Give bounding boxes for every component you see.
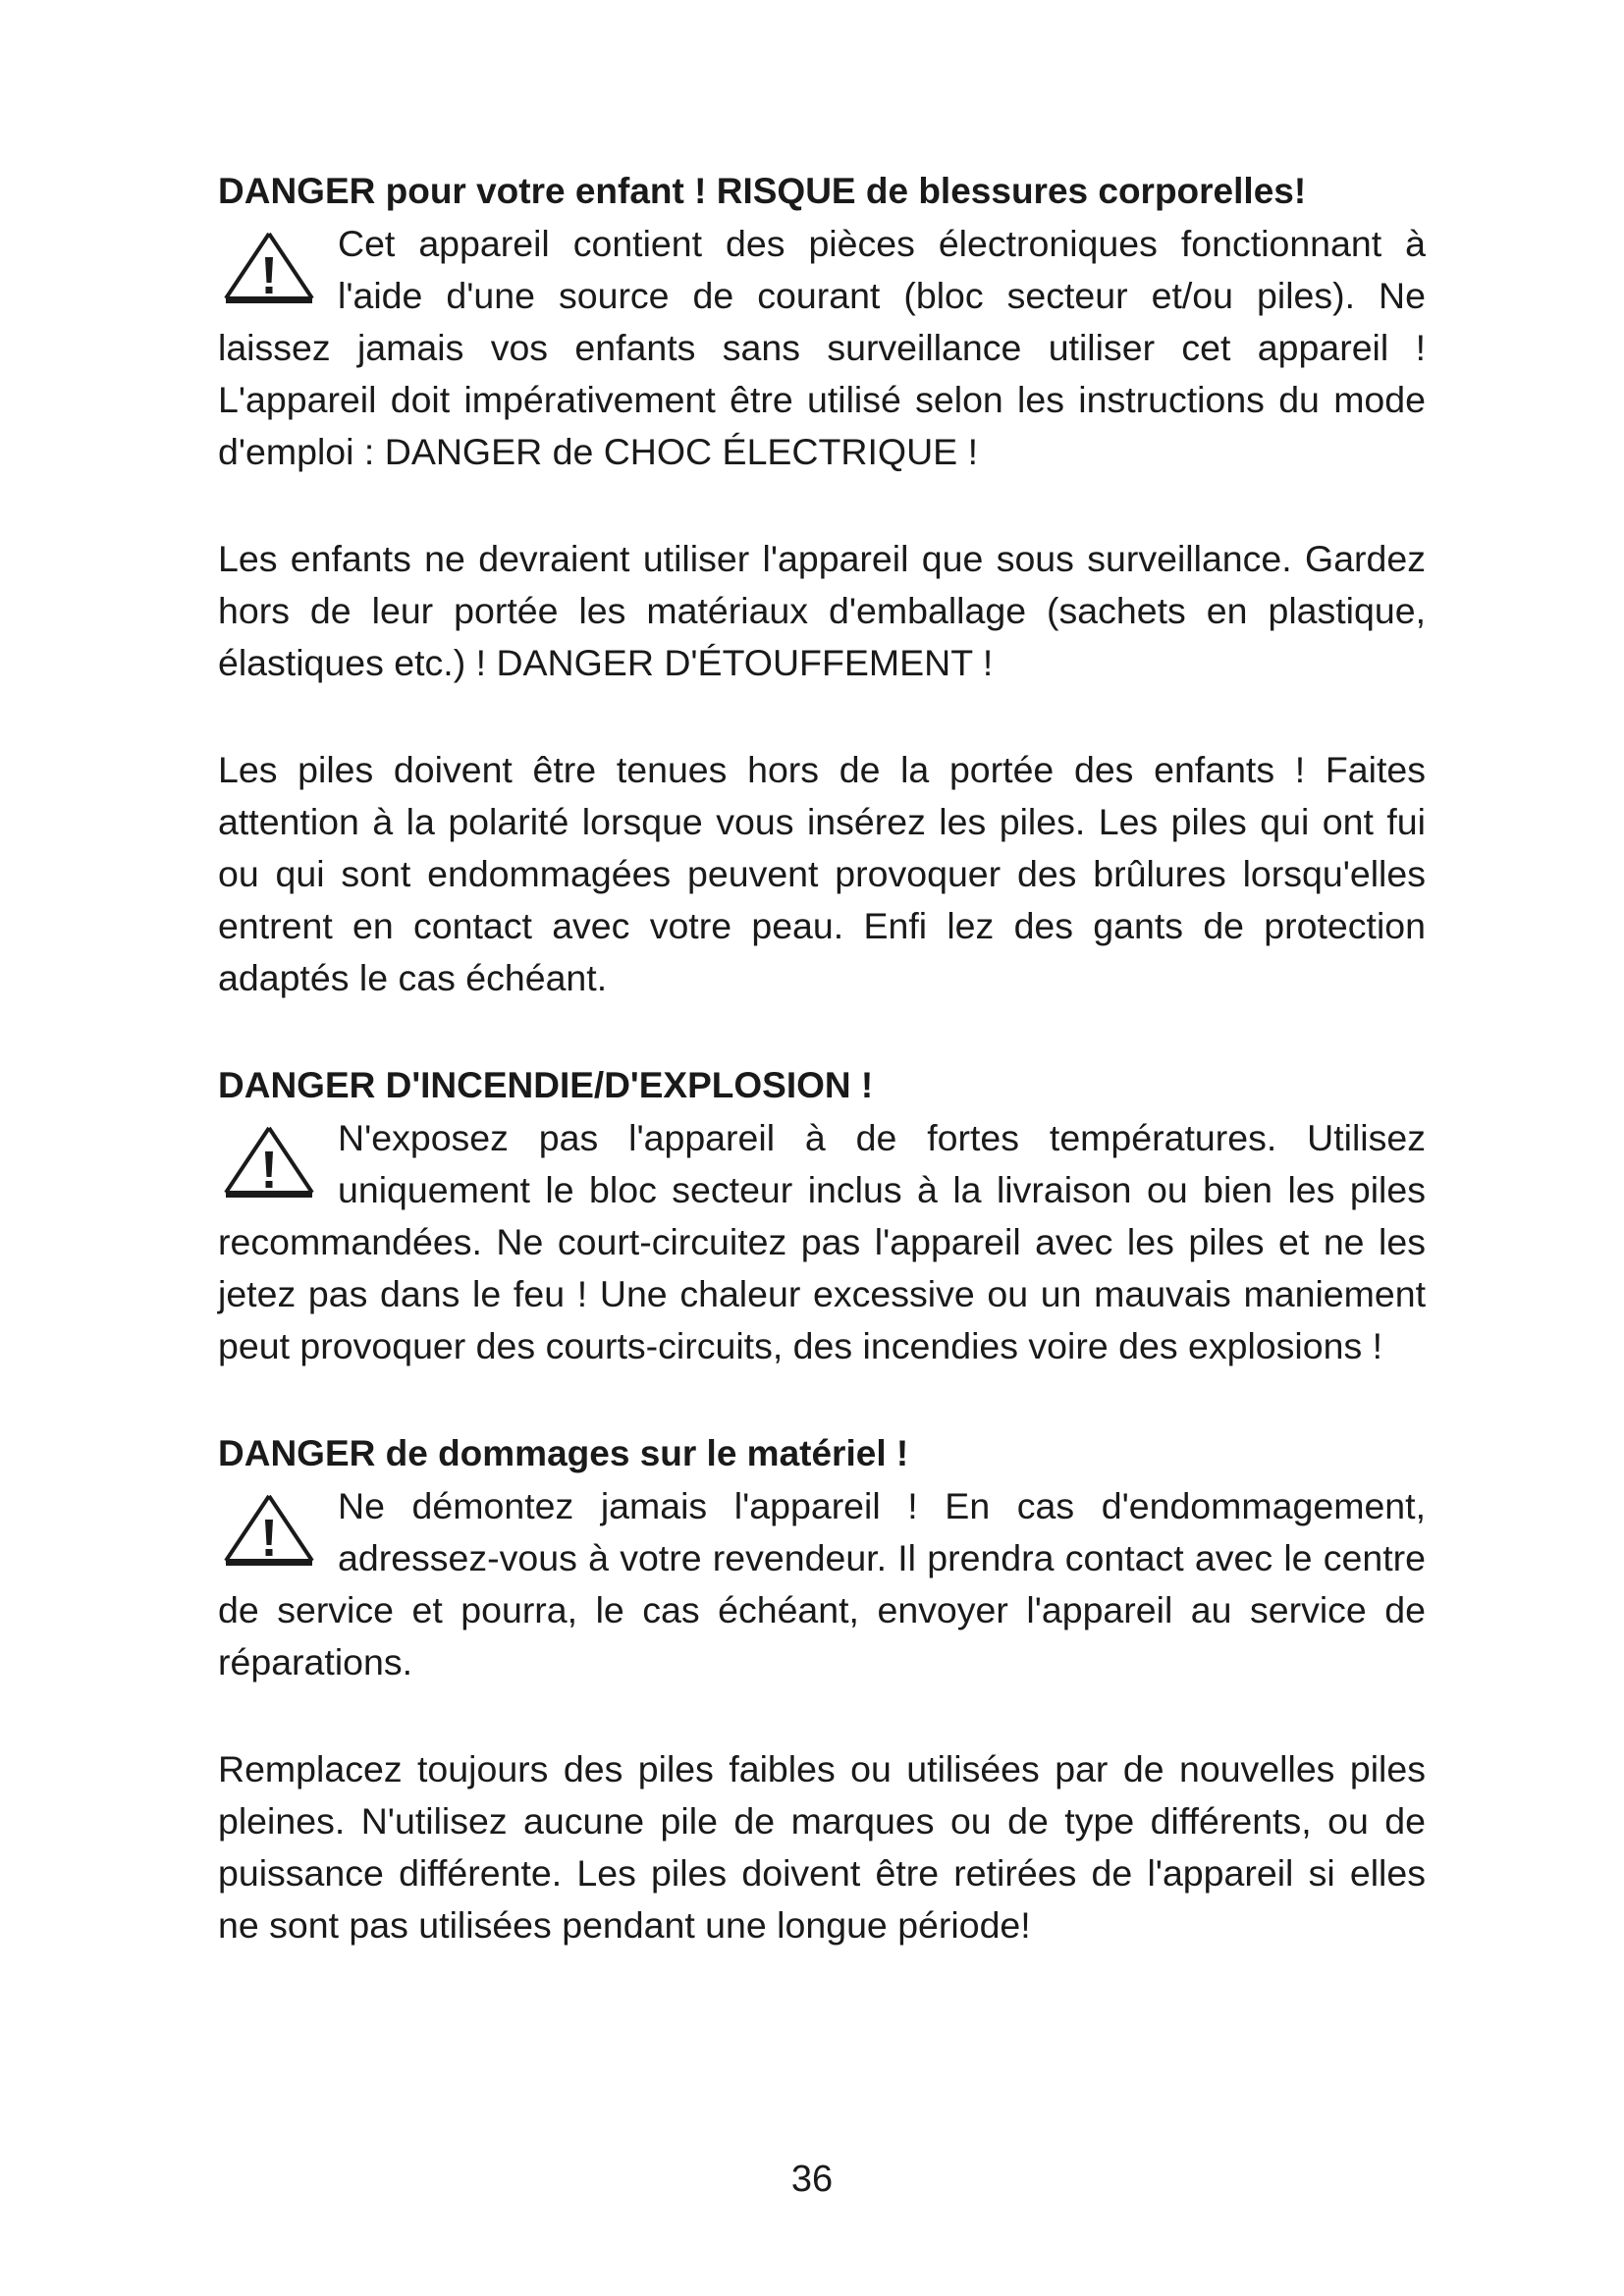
section-battery-replacement — [218, 1743, 1426, 1951]
section-child-danger — [218, 165, 1426, 478]
section-body: Cet appareil contient des pièces électroniques fonctionnant à l'aide d'une source de courant (bloc secteur et/ou piles). Ne laissez jamais vos enfants sans surveillance utiliser cet appareil ! L'appareil doit impérativement être utilisé selon les instructions du mode d'emploi : DANGER de CHOC ÉLECTRIQUE ! — [218, 223, 1426, 472]
manual-page-content — [218, 165, 1426, 1951]
section-material-damage — [218, 1427, 1426, 1688]
section-heading: DANGER de dommages sur le matériel ! — [218, 1433, 909, 1473]
section-body: Les enfants ne devraient utiliser l'appareil que sous surveillance. Gardez hors de leur portée les matériaux d'emballage (sachets en plastique, élastiques etc.) ! DANGER D'ÉTOUFFEMENT ! — [218, 538, 1426, 683]
section-body: Les piles doivent être tenues hors de la portée des enfants ! Faites attention à la polarité lorsque vous insérez les piles. Les piles qui ont fui ou qui sont endommagées peuvent provoquer des brûlures lorsqu'elles entrent en contact avec votre peau. Enfi lez des gants de protection adaptés le cas échéant. — [218, 749, 1426, 998]
section-fire-explosion — [218, 1059, 1426, 1372]
section-body: Ne démontez jamais l'appareil ! En cas d'endommagement, adressez-vous à votre revendeur. Il prendra contact avec le centre de service et pourra, le cas échéant, envoyer l'appareil au service de réparations. — [218, 1485, 1426, 1682]
section-children-supervision — [218, 533, 1426, 689]
warning-triangle-icon — [218, 1122, 320, 1204]
section-heading: DANGER D'INCENDIE/D'EXPLOSION ! — [218, 1065, 874, 1105]
section-body: N'exposez pas l'appareil à de fortes températures. Utilisez uniquement le bloc secteur inclus à la livraison ou bien les piles recommandées. Ne court-circuitez pas l'appareil avec les piles et ne les jetez pas dans le feu ! Une chaleur excessive ou un mauvais maniement peut provoquer des courts-circuits, des incendies voire des explosions ! — [218, 1117, 1426, 1366]
warning-triangle-icon — [218, 1490, 320, 1573]
section-batteries-safety — [218, 744, 1426, 1004]
warning-triangle-icon — [218, 228, 320, 310]
page-number: 36 — [790, 2159, 834, 2200]
section-body: Remplacez toujours des piles faibles ou utilisées par de nouvelles piles pleines. N'utilisez aucune pile de marques ou de type différents, ou de puissance différente. Les piles doivent être retirées de l'appareil si elles ne sont pas utilisées pendant une longue période! — [218, 1748, 1426, 1946]
section-heading: DANGER pour votre enfant ! RISQUE de blessures corporelles! — [218, 171, 1307, 211]
